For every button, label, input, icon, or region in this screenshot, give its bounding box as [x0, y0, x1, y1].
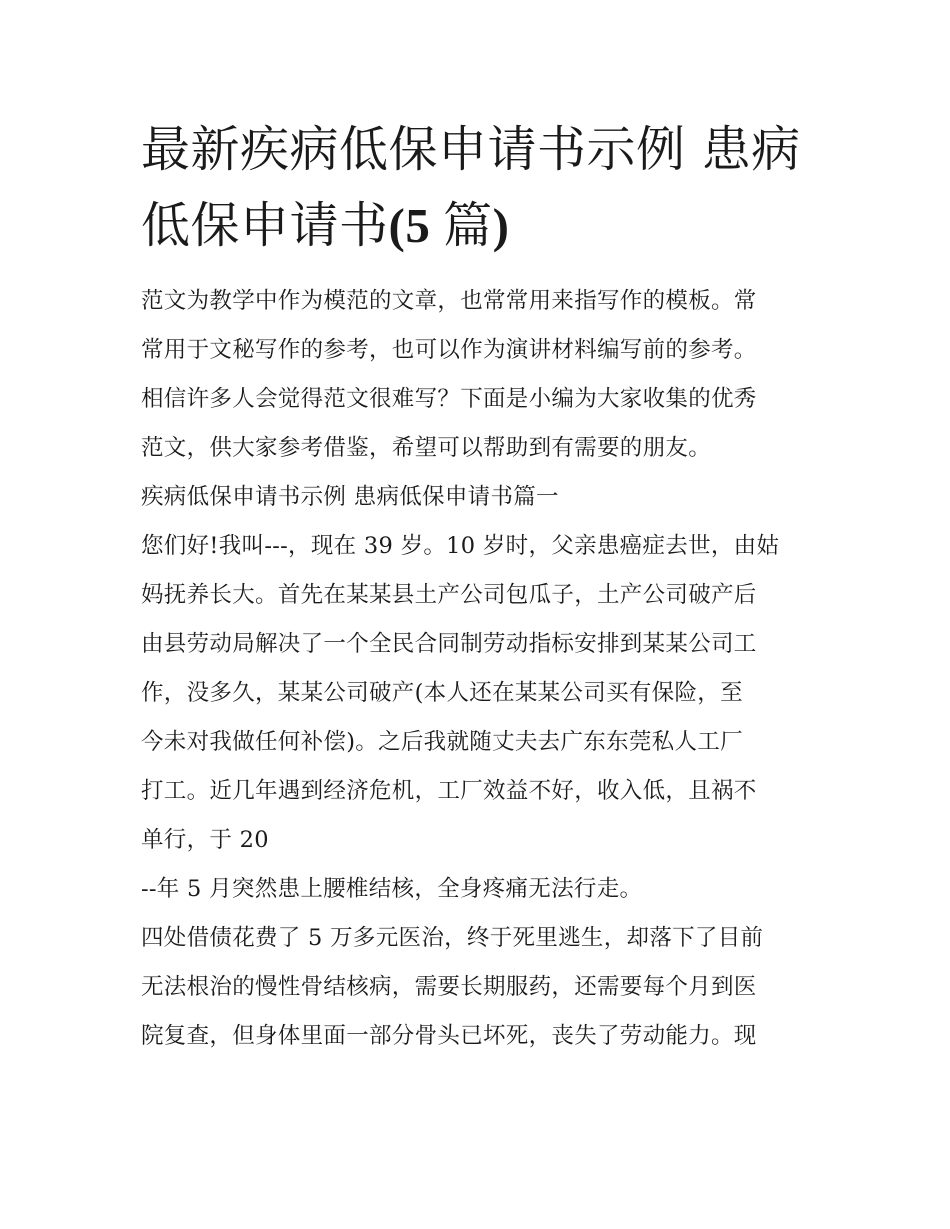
body-line: --年 5 月突然患上腰椎结核，全身疼痛无法行走。 — [141, 876, 643, 902]
body-line: 妈抚养长大。首先在某某县土产公司包瓜子，土产公司破产后 — [141, 582, 757, 608]
body-line: 作，没多久，某某公司破产(本人还在某某公司买有保险，至 — [141, 680, 743, 706]
body-line: 无法根治的慢性骨结核病，需要长期服药，还需要每个月到医 — [141, 974, 757, 1000]
title-count-close: ) — [492, 198, 510, 253]
title-line-2-text: 低保申请书 — [141, 197, 389, 254]
body-line: 您们好!我叫---，现在 39 岁。10 岁时，父亲患癌症去世，由姑 — [141, 533, 780, 559]
body-line: 范文为教学中作为模范的文章，也常常用来指写作的模板。常 — [141, 288, 757, 314]
body-line: 相信许多人会觉得范文很难写？下面是小编为大家收集的优秀 — [141, 386, 757, 412]
section-heading: 疾病低保申请书示例 患病低保申请书篇一 — [141, 484, 559, 510]
body-line: 单行，于 20 — [141, 827, 269, 853]
body-line: 由县劳动局解决了一个全民合同制劳动指标安排到某某公司工 — [141, 631, 757, 657]
body-line: 今未对我做任何补偿)。之后我就随丈夫去广东东莞私人工厂 — [141, 729, 743, 755]
body-line: 范文，供大家参考借鉴，希望可以帮助到有需要的朋友。 — [141, 435, 712, 461]
title-line-1: 最新疾病低保申请书示例 患病 — [141, 121, 801, 178]
title-line-2 — [141, 188, 821, 264]
document-title — [141, 112, 821, 264]
title-count-unit: 篇 — [443, 197, 493, 254]
body-line: 打工。近几年遇到经济危机，工厂效益不好，收入低，且祸不 — [141, 778, 757, 804]
title-count-open: (5 — [388, 198, 444, 253]
body-line: 常用于文秘写作的参考，也可以作为演讲材料编写前的参考。 — [141, 337, 757, 363]
body-line: 院复查，但身体里面一部分骨头已坏死，丧失了劳动能力。现 — [141, 1023, 757, 1049]
body-line: 四处借债花费了 5 万多元医治，终于死里逃生，却落下了目前 — [141, 925, 764, 951]
document-body — [141, 277, 813, 1061]
